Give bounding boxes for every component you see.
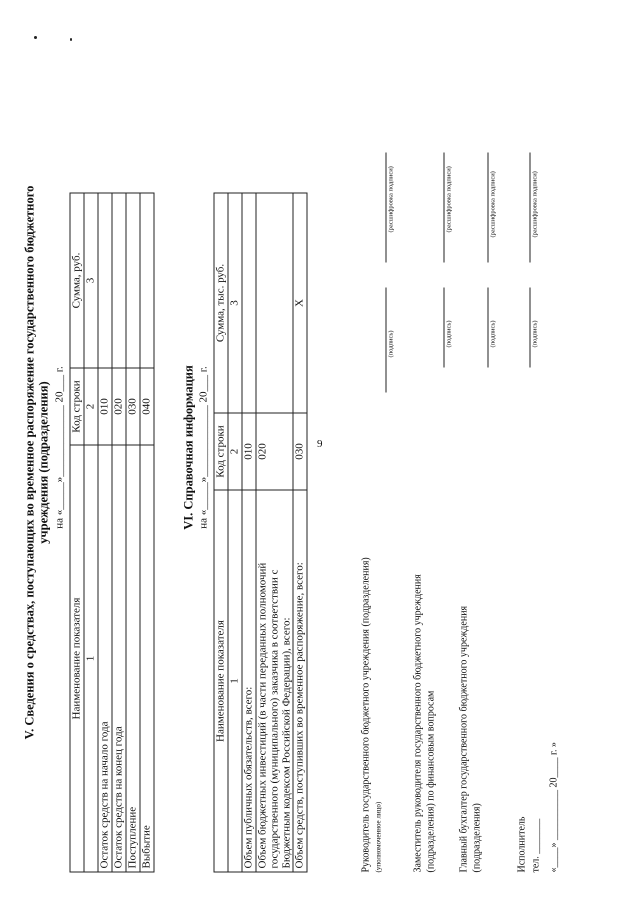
row-code: 010 [98,368,112,445]
section5-title-line1: V. Сведения о средствах, поступающих во временное распоряжение государственного бюджетного [22,185,37,740]
table-row [140,193,154,872]
table-header-row [70,193,84,872]
sig-accountant-label [458,353,484,873]
row-name: Поступление [126,445,140,872]
sig-deputy-sign-caption: (подпись) [445,320,453,348]
sig-accountant-sign-line [488,288,489,368]
sig-accountant-line1: Главный бухгалтер государственного бюджетного учреждения [458,605,470,873]
header-num: 1 [84,445,98,872]
table-row [126,193,140,872]
header-cell: Наименование показателя [214,490,228,872]
sig-deputy-decode-line [444,153,445,263]
row-name-line: государственного (муниципального) заказчика в соответствии с [268,569,281,869]
sig-accountant-decode-line [488,153,489,263]
row-sum [140,193,154,368]
executor-decode-line [530,153,531,263]
row-name [256,490,293,872]
sig-accountant-decode-caption: (расшифровка подписи) [489,171,497,238]
table-number-row [84,193,98,872]
sig-head-decode-caption: (расшифровка подписи) [387,166,395,233]
header-num: 3 [228,193,242,413]
sig-deputy-line2: (подразделения) по финансовым вопросам [425,690,437,873]
header-cell: Код строки [70,368,84,445]
table-row [293,193,307,872]
sig-accountant-sign-caption: (подпись) [489,320,497,348]
row-code: 020 [256,413,293,490]
rotated-page [0,8,638,913]
row-sum: X [293,193,307,413]
executor-sign-line [530,288,531,368]
executor-label: Исполнитель [516,816,528,873]
section5-title [23,43,51,883]
page-number: 9 [317,438,323,450]
section6-title: VI. Справочная информация [181,365,196,530]
header-num: 3 [84,193,98,368]
header-cell: Код строки [214,413,228,490]
row-code: 020 [112,368,126,445]
table-row [242,193,256,872]
row-sum [126,193,140,368]
row-code: 030 [126,368,140,445]
phone-line: тел. _______ [530,818,542,873]
header-cell: Сумма, тыс. руб. [214,193,228,413]
section5-date: на «_____»_____________ 20___ г. [53,366,66,529]
header-cell: Сумма, руб. [70,193,84,368]
row-name: Объем публичных обязательств, всего: [242,490,256,872]
sig-deputy-line1: Заместитель руководителя государственного бюджетного учреждения [412,574,424,873]
table-row [256,193,293,872]
row-sum [242,193,256,413]
section5-table [70,193,155,873]
row-code: 040 [140,368,154,445]
table-header-row [214,193,228,872]
row-sum [112,193,126,368]
row-name-line: Объем бюджетных инвестиций (в части переданных полномочий [256,562,269,869]
row-code: 010 [242,413,256,490]
row-name-line: Бюджетным кодексом Российской Федерации), всего: [280,617,293,869]
sig-head-line2: (уполномоченное лицо) [374,801,383,873]
header-num: 1 [228,490,242,872]
executor-sign-caption: (подпись) [531,320,539,348]
section6-table [214,193,308,873]
sig-head-decode-line [386,153,387,263]
section5-title-line2: учреждения (подразделения) [36,381,51,544]
table-number-row [228,193,242,872]
executor-decode-caption: (расшифровка подписи) [531,171,539,238]
header-cell: Наименование показателя [70,445,84,872]
header-num: 2 [84,368,98,445]
row-name: Выбытие [140,445,154,872]
header-num: 2 [228,413,242,490]
table-row [98,193,112,872]
sig-head-line1: Руководитель государственного бюджетного учреждения (подразделения) [360,557,372,873]
sig-head-label [360,353,386,873]
sig-deputy-label [412,353,438,873]
row-name: Объем средств, поступивших во временное распоряжение, всего: [293,490,307,872]
sig-deputy-decode-caption: (расшифровка подписи) [445,166,453,233]
section6-date: на «_____»_____________ 20___ г. [197,366,210,529]
sig-deputy-sign-line [444,288,445,368]
table-row [112,193,126,872]
sig-head-sign-caption: (подпись) [387,330,395,358]
sig-head-sign-line [386,288,387,393]
row-name: Остаток средств на начало года [98,445,112,872]
row-name: Остаток средств на конец года [112,445,126,872]
row-sum [256,193,293,413]
sig-accountant-line2: (подразделения) [471,803,483,873]
row-sum [98,193,112,368]
date-line: «____» __________ 20____ г. » [548,742,560,873]
row-code: 030 [293,413,307,490]
